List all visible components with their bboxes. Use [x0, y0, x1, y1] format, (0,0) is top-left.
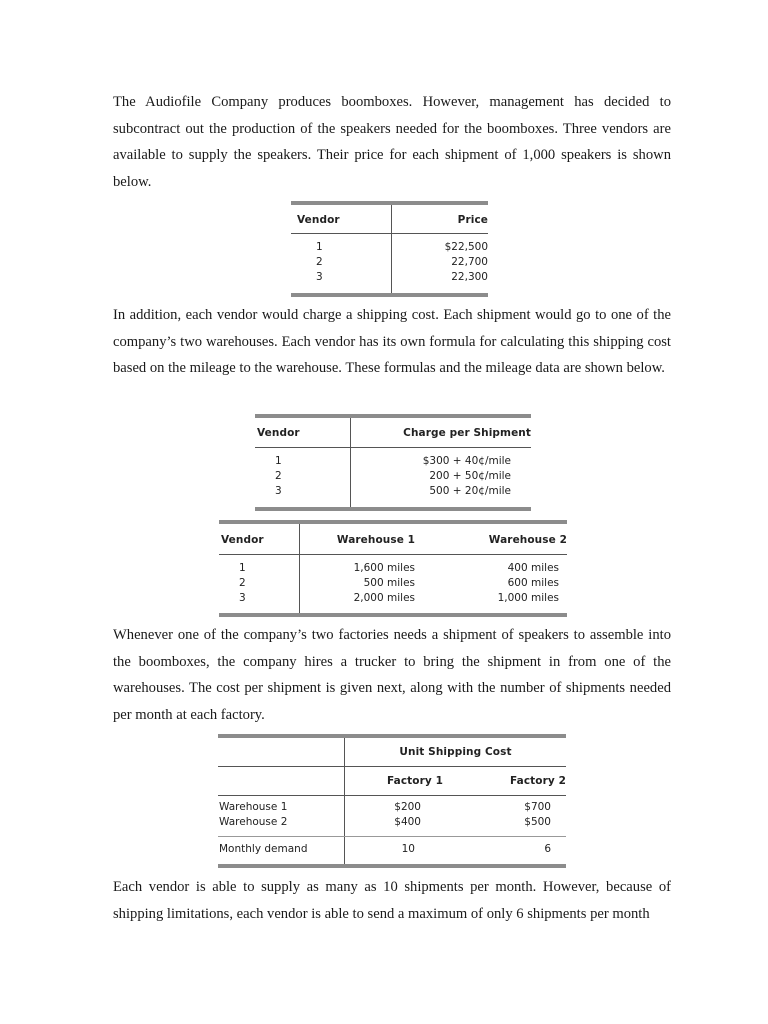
factory-2-cell: $500	[524, 816, 551, 828]
table-header-row	[218, 767, 566, 796]
header-unit-shipping-cost: Unit Shipping Cost	[399, 746, 512, 758]
intro-paragraph: The Audiofile Company produces boomboxes. However, management has decided to subcontract out the production of the speakers needed for the boomboxes. Three vendors are available to supply the speakers. Their price for each shipment of 1,000 speakers is shown below.	[113, 94, 671, 190]
group-header-row	[218, 738, 566, 767]
header-vendor: Vendor	[219, 524, 300, 554]
charge-cell: 500 + 20¢/mile	[429, 485, 511, 497]
price-cell: 22,300	[451, 271, 488, 283]
header-charge: Charge per Shipment	[403, 427, 531, 439]
shipping-cost-paragraph: In addition, each vendor would charge a shipping cost. Each shipment would go to one of the company’s two warehouses. Each vendor has its own formula for calculating this shipping cost based on the mileage to the warehouse. These formulas and the mileage data are shown below.	[113, 307, 671, 377]
table-body	[219, 555, 567, 613]
header-warehouse-1: Warehouse 1	[336, 534, 416, 546]
vendor-cell: 3	[275, 485, 282, 497]
demand-factory-1: 10	[401, 843, 415, 855]
vendor-cell: 1	[275, 455, 282, 467]
header-factory-1: Factory 1	[387, 775, 443, 787]
header-price: Price	[457, 214, 488, 226]
price-cell: 22,700	[451, 256, 488, 268]
vendor-price-table	[291, 201, 488, 297]
header-blank	[218, 767, 345, 795]
vendor-cell: 3	[316, 271, 323, 283]
price-cell: $22,500	[444, 241, 488, 253]
table-body	[291, 234, 488, 293]
charge-cell: $300 + 40¢/mile	[422, 455, 511, 467]
warehouse-1-cell: 1,600 miles	[353, 562, 415, 574]
vendor-cell: 2	[275, 470, 282, 482]
unit-shipping-cost-table	[218, 734, 566, 868]
charge-cell: 200 + 50¢/mile	[429, 470, 511, 482]
table-header-row	[219, 524, 567, 555]
header-factory-2: Factory 2	[510, 775, 566, 787]
table-header-row	[255, 418, 531, 448]
table-body	[255, 448, 531, 507]
factory-2-cell: $700	[524, 801, 551, 813]
header-vendor: Vendor	[255, 418, 351, 447]
warehouse-2-cell: 1,000 miles	[497, 592, 559, 604]
table-body	[218, 796, 566, 837]
factory-paragraph: Whenever one of the company’s two factories needs a shipment of speakers to assemble into the boomboxes, the company hires a trucker to bring the shipment in from one of the warehouses. The cost per shipment is given next, along with the number of shipments needed per month at each factory.	[113, 627, 671, 723]
demand-label: Monthly demand	[218, 837, 345, 864]
warehouse-2-cell: 400 miles	[507, 562, 559, 574]
factory-1-cell: $400	[394, 816, 421, 828]
vendor-limit-paragraph: Each vendor is able to supply as many as 10 shipments per month. However, because of shipping limitations, each vendor is able to send a maximum of only 6 shipments per month	[113, 879, 671, 922]
header-warehouse-2: Warehouse 2	[488, 534, 567, 546]
vendor-cell: 3	[239, 592, 246, 604]
header-vendor: Vendor	[291, 205, 392, 233]
vendor-cell: 2	[316, 256, 323, 268]
warehouse-1-cell: 2,000 miles	[353, 592, 415, 604]
charge-per-shipment-table	[255, 414, 531, 511]
warehouse-1-cell: 500 miles	[363, 577, 415, 589]
vendor-cell: 2	[239, 577, 246, 589]
table-header-row	[291, 205, 488, 234]
factory-1-cell: $200	[394, 801, 421, 813]
demand-factory-2: 6	[544, 843, 551, 855]
row-label: Warehouse 1	[219, 801, 288, 813]
vendor-cell: 1	[316, 241, 323, 253]
mileage-table	[219, 520, 567, 617]
row-label: Warehouse 2	[219, 816, 288, 828]
warehouse-2-cell: 600 miles	[507, 577, 559, 589]
monthly-demand-row	[218, 837, 566, 864]
vendor-cell: 1	[239, 562, 246, 574]
